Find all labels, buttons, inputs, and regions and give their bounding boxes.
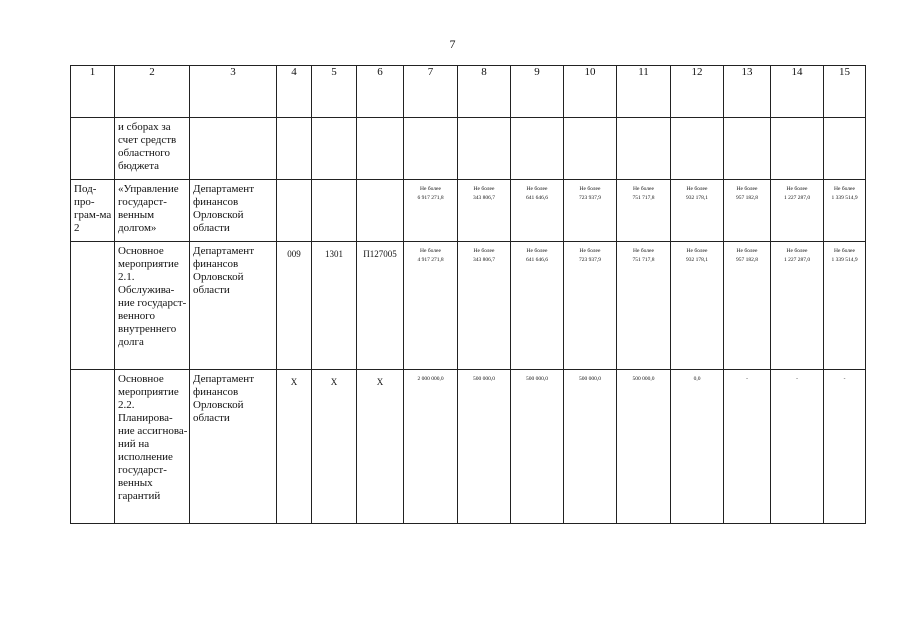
- amount-cell: [824, 242, 866, 370]
- amount-cell: [824, 180, 866, 242]
- amount-cell: 0,0: [671, 370, 724, 524]
- program-cell: [71, 370, 115, 524]
- column-header: 10: [564, 66, 617, 118]
- column-header: 14: [771, 66, 824, 118]
- amount-cell: [617, 118, 671, 180]
- amount-cell: 500 000,0: [511, 370, 564, 524]
- limit-prefix: Не более: [473, 186, 495, 192]
- column-header: 15: [824, 66, 866, 118]
- executor-cell: Департамент финансов Орловской области: [190, 370, 277, 524]
- amount-value: 6 917 271,8: [417, 195, 444, 201]
- program-cell: Под-про-грам-ма 2: [71, 180, 115, 242]
- amount-cell: [724, 180, 771, 242]
- amount-value: 1 339 514,9: [831, 257, 858, 263]
- executor-cell: Департамент финансов Орловской области: [190, 242, 277, 370]
- limit-prefix: Не более: [473, 248, 495, 254]
- amount-cell: [771, 242, 824, 370]
- grbs-code-cell: Х: [277, 370, 312, 524]
- amount-value: 751 717,8: [632, 257, 655, 263]
- section-code-cell: 1301: [312, 242, 357, 370]
- limit-prefix: Не более: [686, 248, 708, 254]
- table-row: [71, 370, 866, 524]
- column-header: 4: [277, 66, 312, 118]
- program-cell: [71, 242, 115, 370]
- activity-name-cell: «Управление государст-венным долгом»: [115, 180, 190, 242]
- column-header: 7: [404, 66, 458, 118]
- amount-cell: [671, 118, 724, 180]
- amount-value: 641 646,6: [526, 257, 548, 263]
- amount-value: 932 178,1: [686, 257, 708, 263]
- column-header: 6: [357, 66, 404, 118]
- amount-value: 932 178,1: [686, 195, 708, 201]
- page-number: 7: [449, 37, 456, 51]
- column-header: 2: [115, 66, 190, 118]
- header-row: [71, 66, 866, 118]
- limit-prefix: Не более: [786, 248, 808, 254]
- amount-value: 343 806,7: [473, 195, 495, 201]
- amount-cell: [458, 242, 511, 370]
- amount-value: 1 227 287,0: [783, 195, 811, 201]
- section-code-cell: Х: [312, 370, 357, 524]
- amount-value: 641 646,6: [526, 195, 548, 201]
- target-code-cell: [357, 180, 404, 242]
- amount-cell: [404, 118, 458, 180]
- program-cell: [71, 118, 115, 180]
- table-row: [71, 118, 866, 180]
- amount-cell: [724, 118, 771, 180]
- amount-cell: [404, 180, 458, 242]
- amount-cell: [564, 118, 617, 180]
- column-header: 8: [458, 66, 511, 118]
- amount-cell: [511, 118, 564, 180]
- section-code-cell: [312, 180, 357, 242]
- executor-cell: [190, 118, 277, 180]
- amount-value: 957 182,8: [736, 257, 758, 263]
- amount-cell: [564, 242, 617, 370]
- limit-prefix: Не более: [526, 186, 548, 192]
- target-code-cell: Х: [357, 370, 404, 524]
- amount-cell: [824, 118, 866, 180]
- limit-prefix: Не более: [579, 186, 601, 192]
- amount-cell: [564, 180, 617, 242]
- limit-prefix: Не более: [420, 248, 441, 254]
- limit-prefix: Не более: [736, 186, 758, 192]
- column-header: 5: [312, 66, 357, 118]
- amount-cell: [724, 242, 771, 370]
- column-header: 1: [71, 66, 115, 118]
- amount-cell: 500 000,0: [617, 370, 671, 524]
- activity-name-cell: Основное мероприятие 2.1. Обслужива-ние государст-венного внутреннего долга: [115, 242, 190, 370]
- column-header: 13: [724, 66, 771, 118]
- limit-prefix: Не более: [736, 248, 758, 254]
- grbs-code-cell: 009: [277, 242, 312, 370]
- limit-prefix: Не более: [420, 186, 441, 192]
- target-code-cell: [357, 118, 404, 180]
- amount-cell: [458, 118, 511, 180]
- limit-prefix: Не более: [633, 248, 654, 254]
- column-header: 3: [190, 66, 277, 118]
- amount-cell: [458, 180, 511, 242]
- amount-cell: [671, 180, 724, 242]
- grbs-code-cell: [277, 118, 312, 180]
- amount-cell: -: [771, 370, 824, 524]
- amount-value: 343 806,7: [473, 257, 495, 263]
- column-header: 12: [671, 66, 724, 118]
- table-row: [71, 242, 866, 370]
- executor-cell: Департамент финансов Орловской области: [190, 180, 277, 242]
- amount-cell: -: [824, 370, 866, 524]
- column-header: 9: [511, 66, 564, 118]
- amount-cell: [511, 180, 564, 242]
- section-code-cell: [312, 118, 357, 180]
- amount-value: 4 917 271,8: [417, 257, 444, 263]
- limit-prefix: Не более: [786, 186, 808, 192]
- limit-prefix: Не более: [633, 186, 654, 192]
- limit-prefix: Не более: [834, 248, 855, 254]
- activity-name-cell: Основное мероприятие 2.2. Планирова-ние ассигнова-ний на исполнение государст-венных гарантий: [115, 370, 190, 524]
- amount-cell: [771, 180, 824, 242]
- limit-prefix: Не более: [834, 186, 855, 192]
- amount-cell: [771, 118, 824, 180]
- budget-table: [70, 65, 866, 524]
- column-header: 11: [617, 66, 671, 118]
- amount-cell: [617, 180, 671, 242]
- limit-prefix: Не более: [526, 248, 548, 254]
- amount-cell: 500 000,0: [564, 370, 617, 524]
- amount-cell: [404, 242, 458, 370]
- activity-name-cell: и сборах за счет средств областного бюджета: [115, 118, 190, 180]
- limit-prefix: Не более: [579, 248, 601, 254]
- amount-value: 1 339 514,9: [831, 195, 858, 201]
- grbs-code-cell: [277, 180, 312, 242]
- table-row: [71, 180, 866, 242]
- amount-value: 723 937,9: [579, 195, 601, 201]
- amount-cell: 500 000,0: [458, 370, 511, 524]
- amount-cell: 2 000 000,0: [404, 370, 458, 524]
- amount-cell: [671, 242, 724, 370]
- amount-value: 751 717,8: [632, 195, 655, 201]
- amount-value: 957 182,8: [736, 195, 758, 201]
- amount-value: 1 227 287,0: [783, 257, 811, 263]
- amount-cell: [511, 242, 564, 370]
- limit-prefix: Не более: [686, 186, 708, 192]
- amount-cell: [617, 242, 671, 370]
- target-code-cell: П127005: [357, 242, 404, 370]
- amount-cell: -: [724, 370, 771, 524]
- amount-value: 723 937,9: [579, 257, 601, 263]
